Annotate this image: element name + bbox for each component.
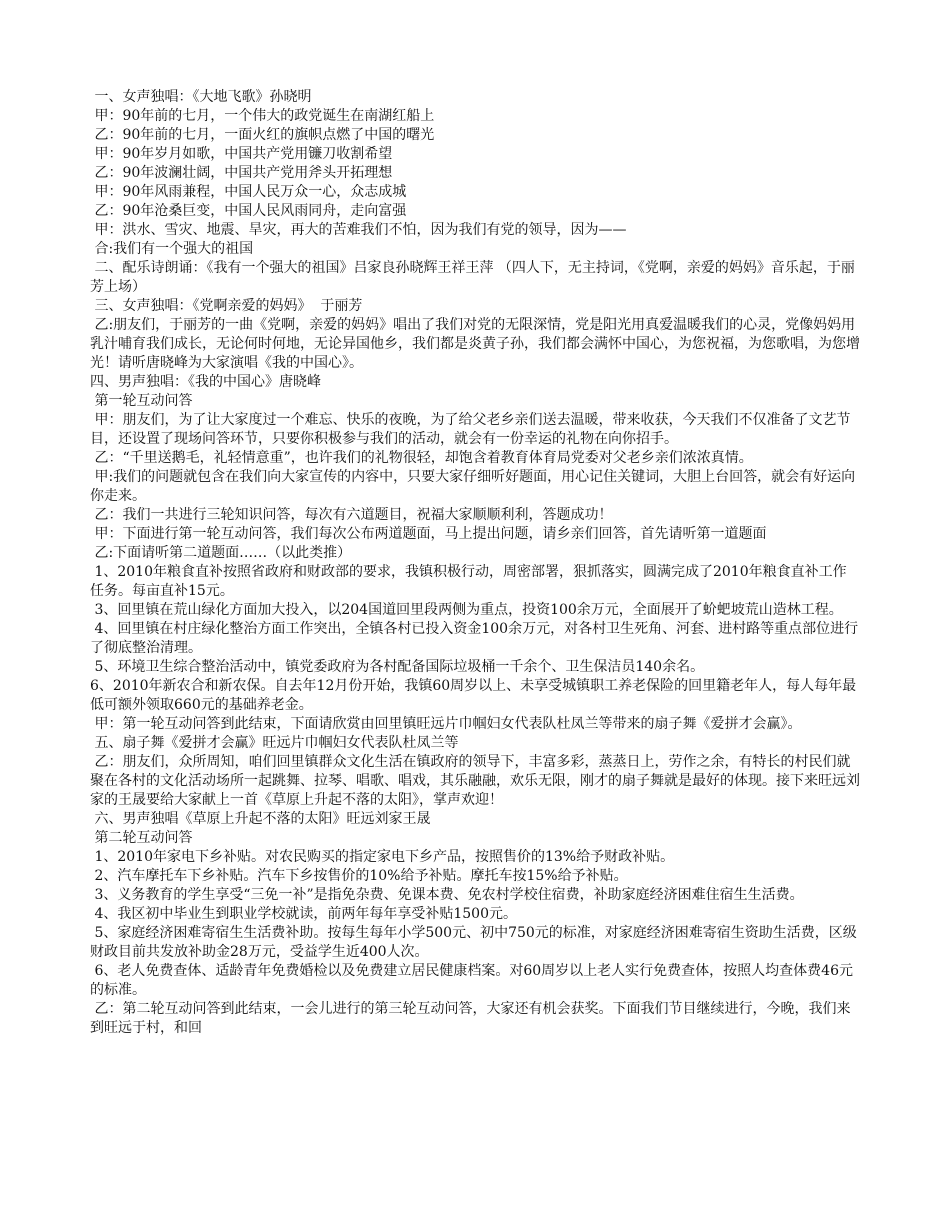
text-line: 乙：第二轮互动问答到此结束，一会儿进行的第三轮互动问答，大家还有机会获奖。下面我们节目继续进行，今晚，我们来到旺远于村，和回 (90, 1001, 851, 1036)
text-line: 甲:我们的问题就包含在我们向大家宣传的内容中，只要大家仔细听好题面，用心记住关键词，大胆上台回答，就会有好运向你走来。 (90, 469, 856, 504)
text-line: 1、2010年粮食直补按照省政府和财政部的要求，我镇积极行动，周密部署，狠抓落实，圆满完成了2010年粮食直补工作任务。每亩直补15元。 (90, 564, 847, 599)
text-line: 甲：朋友们，为了让大家度过一个难忘、快乐的夜晚，为了给父老乡亲们送去温暖，带来收获，今天我们不仅准备了文艺节目，还设置了现场问答环节，只要你积极参与我们的活动，就会有一份幸运的礼物在向你招手。 (90, 412, 851, 447)
text-line: 6、2010年新农合和新农保。自去年12月份开始，我镇60周岁以上、未享受城镇职工养老保险的回里籍老年人，每人每年最低可额外领取660元的基础养老金。 (90, 678, 857, 713)
text-line: 三、女声独唱：《党啊亲爱的妈妈》 于丽芳 (90, 298, 363, 314)
text-line: 甲：第一轮互动问答到此结束，下面请欣赏由回里镇旺远片巾帼妇女代表队杜凤兰等带来的扇子舞《爱拼才会赢》。 (90, 716, 802, 732)
text-line: 6、老人免费查体、适龄青年免费婚检以及免费建立居民健康档案。对60周岁以上老人实行免费查体，按照人均查体费46元的标准。 (90, 963, 853, 998)
text-line: 3、回里镇在荒山绿化方面加大投入，以204国道回里段两侧为重点，投资100余万元，全面展开了蚧蚆坡荒山造林工程。 (90, 602, 843, 618)
text-line: 甲：90年岁月如歌，中国共产党用镰刀收割希望 (90, 146, 393, 162)
document-body (90, 88, 860, 1038)
text-line: 3、义务教育的学生享受“三免一补”是指免杂费、免课本费、免农村学校住宿费，补助家庭经济困难住宿生生活费。 (90, 887, 804, 903)
text-line: 合:我们有一个强大的祖国 (90, 241, 254, 257)
text-line: 乙：90年波澜壮阔，中国共产党用斧头开拓理想 (90, 165, 393, 181)
text-line: 乙：90年前的七月，一面火红的旗帜点燃了中国的曙光 (90, 127, 435, 143)
text-line: 甲：90年风雨兼程，中国人民万众一心，众志成城 (90, 184, 407, 200)
text-line: 甲：洪水、雪灾、地震、旱灾，再大的苦难我们不怕，因为我们有党的领导，因为—— (90, 222, 627, 238)
text-line: 乙：90年沧桑巨变，中国人民风雨同舟，走向富强 (90, 203, 407, 219)
text-line: 乙：“千里送鹅毛，礼轻情意重”，也许我们的礼物很轻，却饱含着教育体育局党委对父老乡亲们浓浓真情。 (90, 450, 753, 466)
text-line: 5、环境卫生综合整治活动中，镇党委政府为各村配备国际垃圾桶一千余个、卫生保洁员140余名。 (90, 659, 705, 675)
text-line: 乙：我们一共进行三轮知识问答，每次有六道题目，祝福大家顺顺利利，答题成功！ (90, 507, 613, 523)
text-line: 4、我区初中毕业生到职业学校就读，前两年每年享受补贴1500元。 (90, 906, 517, 922)
text-line: 5、家庭经济困难寄宿生生活费补助。按每生每年小学500元、初中750元的标准，对家庭经济困难寄宿生资助生活费，区级财政目前共发放补助金28万元，受益学生近400人次。 (90, 925, 857, 960)
text-line: 四、男声独唱：《我的中国心》唐晓峰 (90, 374, 321, 390)
text-line: 五、扇子舞《爱拼才会赢》旺远片巾帼妇女代表队杜凤兰等 (90, 735, 459, 751)
text-line: 乙:朋友们，于丽芳的一曲《党啊，亲爱的妈妈》唱出了我们对党的无限深情，党是阳光用真爱温暖我们的心灵，党像妈妈用乳汁哺育我们成长，无论何时何地，无论异国他乡，我们都是炎黄子孙，我们都会满怀中国心，为您祝福，为您歌唱，为您增光！请听唐晓峰为大家演唱《我的中国心》。 (90, 317, 860, 371)
text-line: 第二轮互动问答 (90, 830, 193, 846)
text-line: 甲：下面进行第一轮互动问答，我们每次公布两道题面，马上提出问题，请乡亲们回答，首先请听第一道题面 (90, 526, 767, 542)
text-line: 一、女声独唱：《大地飞歌》孙晓明 (90, 89, 312, 105)
text-line: 甲：90年前的七月，一个伟大的政党诞生在南湖红船上 (90, 108, 435, 124)
text-line: 第一轮互动问答 (90, 393, 193, 409)
text-line: 六、男声独唱《草原上升起不落的太阳》旺远刘家王晟 (90, 811, 431, 827)
text-line: 二、配乐诗朗诵：《我有一个强大的祖国》吕家良孙晓辉王祥王萍 （四人下，无主持词，《党啊，亲爱的妈妈》音乐起，于丽芳上场） (90, 260, 855, 295)
text-line: 2、汽车摩托车下乡补贴。汽车下乡按售价的10%给予补贴。摩托车按15%给予补贴。 (90, 868, 628, 884)
text-line: 1、2010年家电下乡补贴。对农民购买的指定家电下乡产品，按照售价的13%给予财政补贴。 (90, 849, 675, 865)
text-line: 4、回里镇在村庄绿化整治方面工作突出，全镇各村已投入资金100余万元，对各村卫生死角、河套、进村路等重点部位进行了彻底整治清理。 (90, 621, 859, 656)
text-line: 乙:下面请听第二道题面……（以此类推） (90, 545, 352, 561)
text-line: 乙：朋友们，众所周知，咱们回里镇群众文化生活在镇政府的领导下，丰富多彩，蒸蒸日上，劳作之余，有特长的村民们就聚在各村的文化活动场所一起跳舞、拉琴、唱歌、唱戏，其乐融融，欢乐无限，刚才的扇子舞就是最好的体现。接下来旺远刘家的王晟要给大家献上一首《草原上升起不落的太阳》，掌声欢迎！ (90, 754, 860, 808)
